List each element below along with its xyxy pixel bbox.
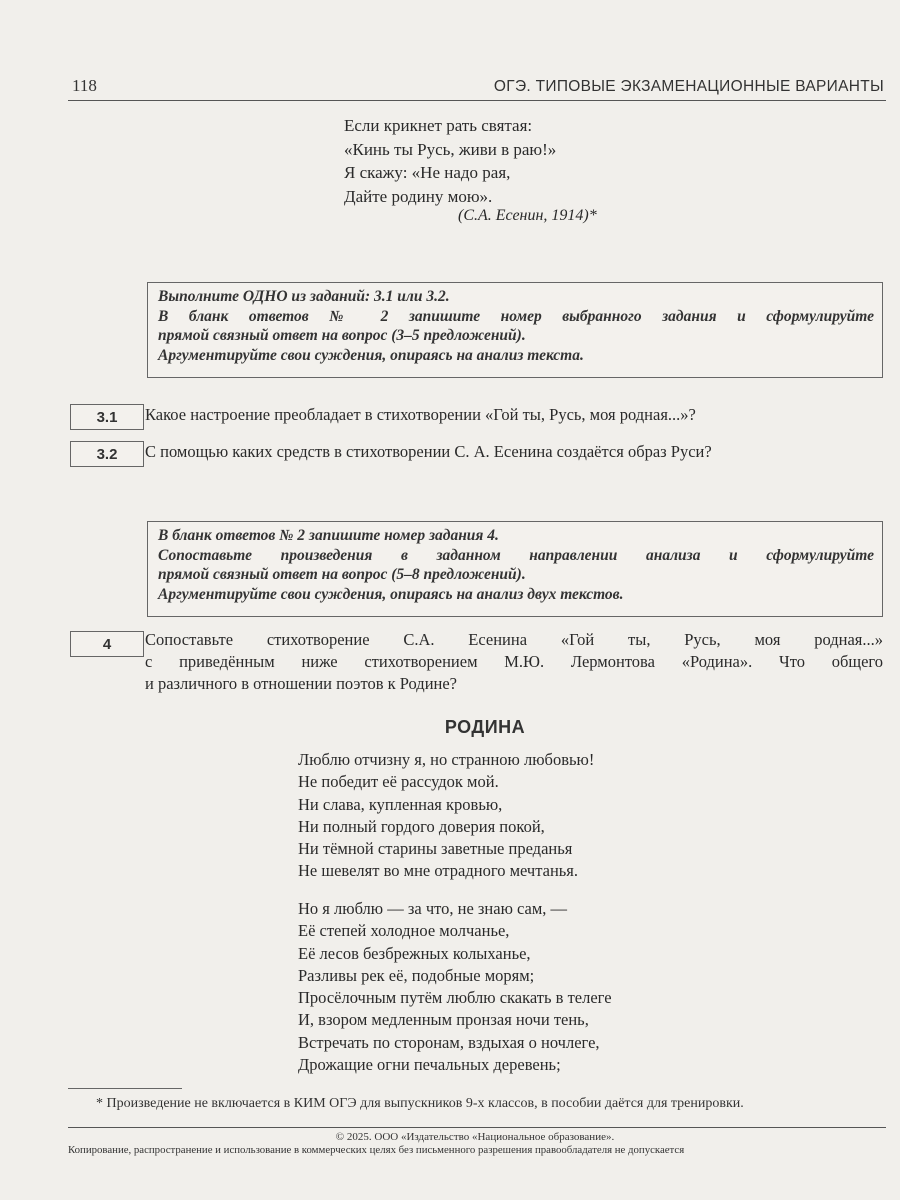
poem-line: Если крикнет рать святая: <box>344 116 533 135</box>
poem-line: Ни тёмной старины заветные преданья <box>298 839 573 859</box>
task-text-line: и различного в отношении поэтов к Родине? <box>145 674 458 693</box>
task-text-line: Сопоставьте стихотворение С.А. Есенина «Гой ты, Русь, моя родная...» <box>145 630 883 649</box>
task-text-line: Какое настроение преобладает в стихотворении «Гой ты, Русь, моя родная...»? <box>145 405 696 424</box>
page-number: 118 <box>72 76 97 95</box>
instruction-line: прямой связный ответ на вопрос (3–5 предложений). <box>158 327 526 344</box>
task-4-text <box>145 629 883 695</box>
running-header-title: ОГЭ. ТИПОВЫЕ ЭКЗАМЕНАЦИОННЫЕ ВАРИАНТЫ <box>493 78 884 95</box>
poem-line: И, взором медленным пронзая ночи тень, <box>298 1010 589 1030</box>
instruction-box-2 <box>147 521 883 617</box>
poem-excerpt <box>344 114 556 208</box>
task-number-3-1: 3.1 <box>70 404 144 430</box>
footer-divider <box>68 1127 886 1128</box>
instruction-line: прямой связный ответ на вопрос (5–8 предложений). <box>158 566 526 583</box>
poem-line: Ни слава, купленная кровью, <box>298 794 503 814</box>
task-3-2-text <box>145 441 883 463</box>
poem-line: Встречать по сторонам, вздыхая о ночлеге, <box>298 1032 600 1052</box>
copyright-notice: Копирование, распространение и использование в коммерческих целях без письменного разрешения правообладателя не допускается <box>68 1144 685 1156</box>
poem-line: Люблю отчизну я, но странною любовью! <box>298 750 595 769</box>
task-text-line: с приведённым ниже стихотворением М.Ю. Лермонтова «Родина». Что общего <box>145 652 883 671</box>
instruction-box-1 <box>147 282 883 378</box>
instruction-line: Сопоставьте произведения в заданном направлении анализа и сформулируйте <box>158 546 874 564</box>
header-divider <box>68 100 886 101</box>
poem-line: Не победит её рассудок мой. <box>298 772 499 792</box>
instruction-line: Аргументируйте свои суждения, опираясь на анализ двух текстов. <box>158 585 624 603</box>
poem-line: Но я люблю — за что, не знаю сам, — <box>298 899 568 918</box>
poem-line: Её лесов безбрежных колыханье, <box>298 943 531 963</box>
instruction-line: Аргументируйте свои суждения, опираясь на анализ текста. <box>158 346 584 364</box>
poem-line: Разливы рек её, подобные морям; <box>298 965 535 985</box>
poem-line: Её степей холодное молчанье, <box>298 921 510 941</box>
copyright-line: © 2025. ООО «Издательство «Национальное образование». <box>335 1131 615 1143</box>
poem-title: РОДИНА <box>444 717 526 737</box>
poem-line: «Кинь ты Русь, живи в раю!» <box>344 139 557 159</box>
poem-line: Дайте родину мою». <box>344 186 493 206</box>
poem-line: Ни полный гордого доверия покой, <box>298 816 545 836</box>
task-number-3-2: 3.2 <box>70 441 144 467</box>
task-3-1-text <box>145 404 883 426</box>
poem-stanza-1 <box>298 749 594 883</box>
footnote-divider <box>68 1088 182 1089</box>
instruction-line: В бланк ответов № 2 запишите номер задания 4. <box>158 527 499 544</box>
footnote: * Произведение не включается в КИМ ОГЭ для выпускников 9-х классов, в пособии даётся для тренировки. <box>96 1096 744 1111</box>
poem-line: Не шевелят во мне отрадного мечтанья. <box>298 861 579 881</box>
task-text-line: С помощью каких средств в стихотворении С. А. Есенина создаётся образ Руси? <box>145 442 712 461</box>
task-number-4: 4 <box>70 631 144 657</box>
instruction-line: Выполните ОДНО из заданий: 3.1 или 3.2. <box>158 288 450 305</box>
poem-line: Просёлочным путём люблю скакать в телеге <box>298 988 612 1008</box>
poem-line: Дрожащие огни печальных деревень; <box>298 1055 561 1075</box>
poem-line: Я скажу: «Не надо рая, <box>344 163 511 182</box>
poem-stanza-2 <box>298 898 612 1076</box>
instruction-line: В бланк ответов № 2 запишите номер выбранного задания и сформулируйте <box>158 307 874 325</box>
poem-source: (С.А. Есенин, 1914)* <box>458 207 597 224</box>
